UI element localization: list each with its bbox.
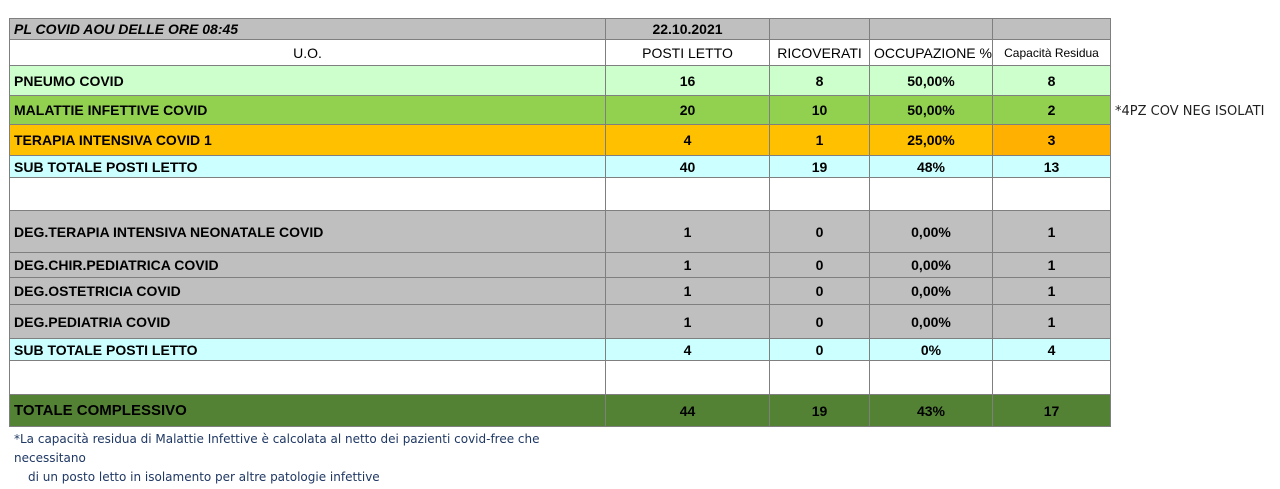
cell-ricoverati: 10 <box>770 96 870 125</box>
row-label: MALATTIE INFETTIVE COVID <box>10 96 606 125</box>
cell-posti: 16 <box>606 66 770 96</box>
cell-occupazione: 0,00% <box>870 253 993 278</box>
cell-ricoverati: 0 <box>770 339 870 361</box>
title-empty-cell <box>870 19 993 40</box>
header-row <box>10 40 1111 66</box>
spacer-row <box>10 178 1111 211</box>
subtotal-row <box>10 339 1111 361</box>
cell-ricoverati: 1 <box>770 125 870 156</box>
cell-capacita: 2 <box>993 96 1111 125</box>
cell-posti: 4 <box>606 339 770 361</box>
cell-capacita: 1 <box>993 253 1111 278</box>
cell-posti: 1 <box>606 305 770 339</box>
empty-cell <box>606 361 770 395</box>
cell-occupazione: 50,00% <box>870 66 993 96</box>
empty-cell <box>870 361 993 395</box>
cell-capacita: 1 <box>993 278 1111 305</box>
side-note: *4PZ COV NEG ISOLATI <box>1115 104 1265 119</box>
row-label: PNEUMO COVID <box>10 66 606 96</box>
row-label: DEG.OSTETRICIA COVID <box>10 278 606 305</box>
cell-capacita: 17 <box>993 395 1111 427</box>
total-row <box>10 395 1111 427</box>
empty-cell <box>10 178 606 211</box>
report-date: 22.10.2021 <box>606 19 770 40</box>
row-label: DEG.PEDIATRIA COVID <box>10 305 606 339</box>
cell-capacita: 8 <box>993 66 1111 96</box>
table-row <box>10 125 1111 156</box>
cell-ricoverati: 0 <box>770 211 870 253</box>
cell-posti: 1 <box>606 253 770 278</box>
cell-occupazione: 25,00% <box>870 125 993 156</box>
cell-ricoverati: 19 <box>770 395 870 427</box>
cell-occupazione: 0,00% <box>870 211 993 253</box>
header-ricoverati: RICOVERATI <box>770 40 870 66</box>
empty-cell <box>870 178 993 211</box>
cell-ricoverati: 8 <box>770 66 870 96</box>
cell-posti: 4 <box>606 125 770 156</box>
empty-cell <box>993 178 1111 211</box>
cell-posti: 20 <box>606 96 770 125</box>
row-label: TOTALE COMPLESSIVO <box>10 395 606 427</box>
footnote-line: necessitano <box>14 451 86 465</box>
cell-posti: 40 <box>606 156 770 178</box>
header-occupazione: OCCUPAZIONE % <box>870 40 993 66</box>
cell-capacita: 4 <box>993 339 1111 361</box>
cell-posti: 1 <box>606 278 770 305</box>
cell-ricoverati: 19 <box>770 156 870 178</box>
cell-occupazione: 48% <box>870 156 993 178</box>
table-row <box>10 278 1111 305</box>
empty-cell <box>993 361 1111 395</box>
cell-ricoverati: 0 <box>770 253 870 278</box>
cell-occupazione: 0,00% <box>870 305 993 339</box>
title-empty-cell <box>770 19 870 40</box>
cell-posti: 44 <box>606 395 770 427</box>
row-label: SUB TOTALE POSTI LETTO <box>10 156 606 178</box>
table-row <box>10 96 1111 125</box>
report-title: PL COVID AOU DELLE ORE 08:45 <box>10 19 606 40</box>
row-label: DEG.CHIR.PEDIATRICA COVID <box>10 253 606 278</box>
cell-capacita: 3 <box>993 125 1111 156</box>
cell-ricoverati: 0 <box>770 305 870 339</box>
spacer-row <box>10 361 1111 395</box>
cell-capacita: 13 <box>993 156 1111 178</box>
table-row <box>10 211 1111 253</box>
empty-cell <box>770 178 870 211</box>
cell-capacita: 1 <box>993 211 1111 253</box>
cell-occupazione: 50,00% <box>870 96 993 125</box>
footnote-line: di un posto letto in isolamento per altre patologie infettive <box>28 470 380 484</box>
table-row <box>10 253 1111 278</box>
header-uo: U.O. <box>10 40 606 66</box>
footnote-line: *La capacità residua di Malattie Infettive è calcolata al netto dei pazienti covid-free che <box>14 432 540 446</box>
cell-posti: 1 <box>606 211 770 253</box>
covid-beds-table <box>9 18 1111 427</box>
title-empty-cell <box>993 19 1111 40</box>
header-capacita: Capacità Residua <box>993 40 1111 66</box>
cell-ricoverati: 0 <box>770 278 870 305</box>
cell-occupazione: 0,00% <box>870 278 993 305</box>
row-label: DEG.TERAPIA INTENSIVA NEONATALE COVID <box>10 211 606 253</box>
title-row <box>10 19 1111 40</box>
header-posti-letto: POSTI LETTO <box>606 40 770 66</box>
cell-occupazione: 43% <box>870 395 993 427</box>
empty-cell <box>606 178 770 211</box>
cell-occupazione: 0% <box>870 339 993 361</box>
table-row <box>10 305 1111 339</box>
table-row <box>10 66 1111 96</box>
row-label: TERAPIA INTENSIVA COVID 1 <box>10 125 606 156</box>
footnote <box>14 430 574 487</box>
subtotal-row <box>10 156 1111 178</box>
empty-cell <box>10 361 606 395</box>
cell-capacita: 1 <box>993 305 1111 339</box>
row-label: SUB TOTALE POSTI LETTO <box>10 339 606 361</box>
empty-cell <box>770 361 870 395</box>
